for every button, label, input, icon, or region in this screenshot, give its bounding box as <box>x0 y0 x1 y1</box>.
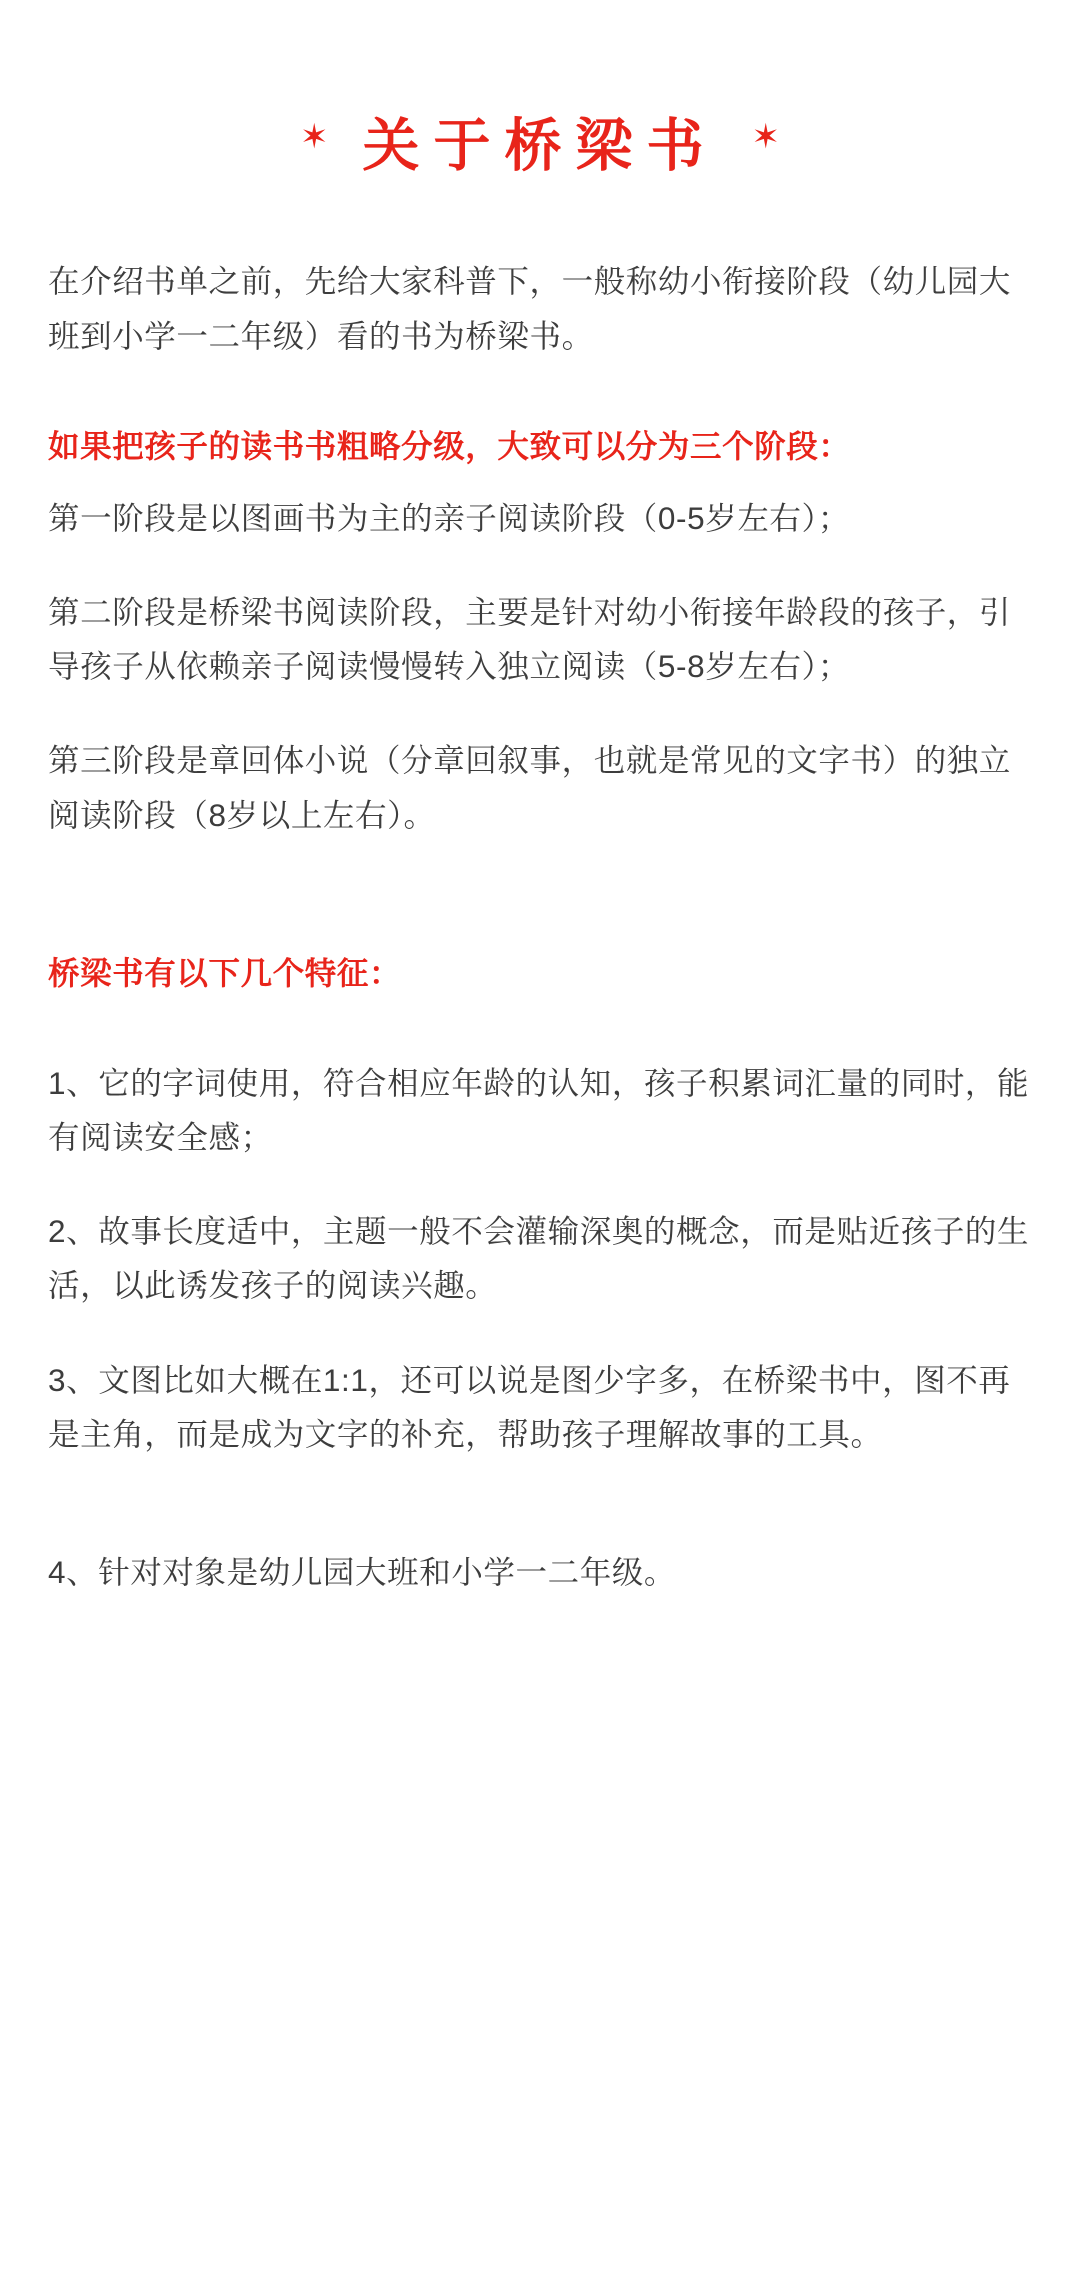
spacer <box>48 693 1032 733</box>
spacer <box>48 1461 1032 1545</box>
page-header <box>48 0 1032 254</box>
spacer <box>48 363 1032 419</box>
spacer <box>48 545 1032 585</box>
feature-2-paragraph: 2、故事长度适中，主题一般不会灌输深奥的概念，而是贴近孩子的生活，以此诱发孩子的阅读兴趣。 <box>48 1213 1030 1304</box>
page-title <box>300 100 780 182</box>
spacer <box>48 473 1032 491</box>
spacer <box>48 842 1032 946</box>
page-title-text: 关于桥梁书 <box>362 114 718 179</box>
spacer <box>48 1164 1032 1204</box>
stage-1-paragraph: 第一阶段是以图画书为主的亲子阅读阶段（0-5岁左右）； <box>48 499 850 536</box>
section-heading-levels: 如果把孩子的读书书粗略分级，大致可以分为三个阶段： <box>48 427 851 464</box>
stage-3-paragraph: 第三阶段是章回体小说（分章回叙事，也就是常见的文字书）的独立阅读阶段（8岁以上左右）。 <box>48 742 1012 833</box>
spacer <box>48 1313 1032 1353</box>
feature-4-paragraph: 4、针对对象是幼儿园大班和小学一二年级。 <box>48 1553 677 1590</box>
stage-2-paragraph: 第二阶段是桥梁书阅读阶段，主要是针对幼小衔接年龄段的孩子，引导孩子从依赖亲子阅读慢慢转入独立阅读（5-8岁左右）； <box>48 594 1012 685</box>
star-icon-right: ✶ <box>751 118 780 157</box>
feature-1-paragraph: 1、它的字词使用，符合相应年龄的认知，孩子积累词汇量的同时，能有阅读安全感； <box>48 1064 1030 1156</box>
feature-3-paragraph: 3、文图比如大概在1:1，还可以说是图少字多，在桥梁书中，图不再是主角，而是成为文字的补充，帮助孩子理解故事的工具。 <box>48 1361 1011 1452</box>
section-heading-features: 桥梁书有以下几个特征： <box>48 954 402 991</box>
intro-paragraph: 在介绍书单之前，先给大家科普下，一般称幼小衔接阶段（幼儿园大班到小学一二年级）看的书为桥梁书。 <box>48 263 1012 354</box>
spacer <box>48 1000 1032 1056</box>
star-icon-left: ✶ <box>300 118 329 157</box>
